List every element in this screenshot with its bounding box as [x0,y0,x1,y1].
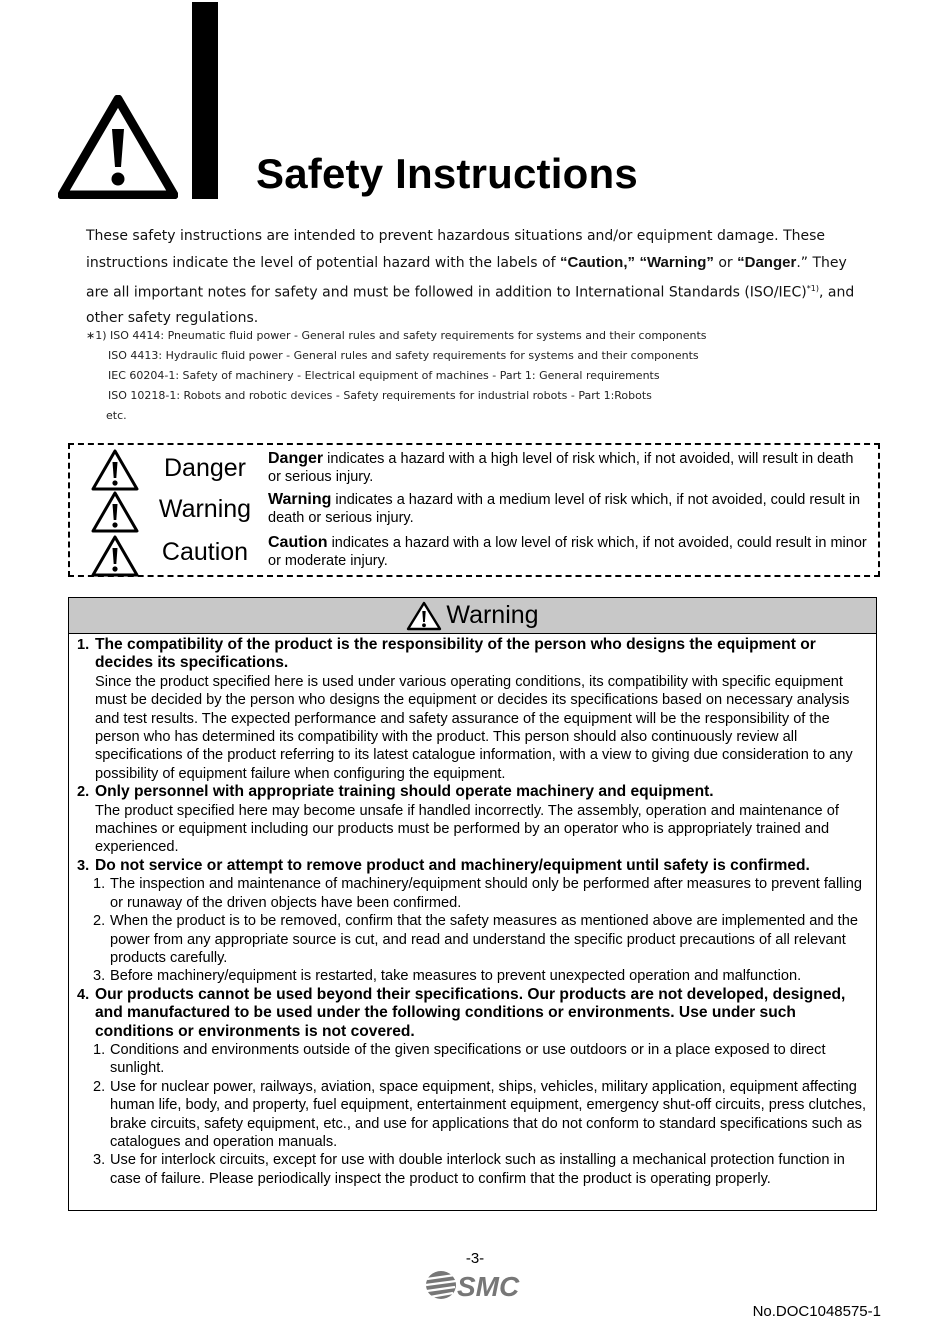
intro-text: instructions indicate the level of potential hazard with the labels of [86,254,560,271]
legend-term: Caution [268,534,328,551]
item-content [95,857,870,875]
intro-text: are all important notes for safety and must be followed in addition to International Standards (ISO/IEC) [86,284,807,301]
legend-text: indicates a hazard with a high level of risk which, if not avoided, will result in death or serious injury. [268,451,854,485]
legend-word: Caution [161,538,249,566]
legend-row-danger [70,446,878,490]
legend-description [268,491,868,527]
sub-item [93,1041,870,1078]
legend-word: Warning [158,495,252,523]
intro-line: These safety instructions are intended to prevent hazardous situations and/or equipment damage. These [86,228,826,244]
sub-item [93,967,870,985]
label-danger: “Danger [737,253,797,271]
intro-text: or [713,254,738,271]
warning-item [77,986,870,1041]
legend-text: indicates a hazard with a low level of risk which, if not avoided, could result in minor or moderate injury. [268,535,867,569]
sub-item-text: Before machinery/equipment is restarted, take measures to prevent unexpected operation and malfunction. [110,968,802,985]
warning-heading-text: Warning [446,601,539,629]
legend-description [268,534,868,570]
warning-triangle-icon [90,448,140,492]
item-number: 4. [77,986,90,1003]
sub-item-number: 1. [93,1041,106,1058]
sub-item-number: 1. [93,876,106,893]
warning-triangle-icon [406,601,442,631]
sub-item-number: 2. [93,1078,106,1095]
item-content [95,783,870,857]
footnote: ISO 10218-1: Robots and robotic devices - Safety requirements for industrial robots - Part 1:Robots [108,389,652,402]
sub-item-number: 3. [93,968,106,985]
footnotes [86,326,886,426]
legend-term: Warning [268,491,332,508]
warning-body [69,634,876,1188]
warning-item [77,636,870,783]
item-number: 3. [77,857,90,874]
footnote: etc. [106,409,127,422]
sub-item [93,1078,870,1152]
intro-paragraph [86,224,866,332]
footnote: ISO 4413: Hydraulic fluid power - General rules and safety requirements for systems and their components [108,349,699,362]
intro-text: , and [818,284,855,301]
sub-item-number: 2. [93,913,106,930]
sub-item [93,912,870,967]
page-title: Safety Instructions [256,150,638,197]
smc-logo [424,1268,528,1302]
label-warning: “Warning” [639,253,714,271]
sub-item [93,1151,870,1188]
sub-item [93,875,870,912]
item-number: 2. [77,784,90,801]
sub-item-text: Use for interlock circuits, except for use with double interlock such as installing a mechanical protection function in case of failure. Please periodically inspect the product to confirm that the product is operating properly. [110,1152,845,1187]
document-number: No.DOC1048575-1 [752,1303,881,1320]
legend-row-caution [70,532,878,576]
sub-item-number: 3. [93,1152,106,1169]
item-title: The compatibility of the product is the responsibility of the person who designs the equipment or decides its specifications. [95,636,816,672]
footnote: IEC 60204-1: Safety of machinery - Electrical equipment of machines - Part 1: General requirements [108,369,660,382]
sub-item-text: Use for nuclear power, railways, aviation, space equipment, ships, vehicles, military application, equipment affecting human life, body, and property, fuel equipment, entertainment equipment, emergency shut-off circuits, press clutches, brake circuits, safety equipment, etc., and use for applications that do not conform to standard specifications such as catalogues and operation manuals. [110,1078,867,1150]
label-caution: “Caution,” [560,253,635,271]
page-header [0,0,950,215]
sub-item-text: When the product is to be removed, confirm that the safety measures as mentioned above are implemented and the power from any appropriate source is cut, and read and understand the specific product precautions of all relevant products carefully. [110,913,858,966]
item-title: Only personnel with appropriate training should operate machinery and equipment. [95,783,714,801]
warning-heading [69,598,876,634]
legend-text: indicates a hazard with a medium level of risk which, if not avoided, could result in death or serious injury. [268,492,861,526]
footnote: ∗1) ISO 4414: Pneumatic fluid power - General rules and safety requirements for systems and their components [86,329,707,342]
sub-item-text: The inspection and maintenance of machinery/equipment should only be performed after measures to prevent falling or runaway of the driven objects have been confirmed. [110,876,863,911]
hazard-legend [68,443,880,577]
header-bar [192,2,218,199]
item-number: 1. [77,637,90,653]
item-content [95,636,870,783]
item-content [95,986,870,1041]
page-number: -3- [465,1250,485,1267]
legend-term: Danger [268,450,324,467]
intro-line [86,250,866,277]
legend-description [268,450,868,486]
item-body: The product specified here may become unsafe if handled incorrectly. The assembly, operation and maintenance of machines or equipment including our products must be performed by an operator who is appropriately trained and experienced. [95,802,839,856]
intro-line [86,276,866,306]
item-body: Since the product specified here is used under various operating conditions, its compatibility with specific equipment must be decided by the person who designs the equipment or decides its specifications based on necessary analysis and test results. The expected performance and safety assurance of the equipment will be the responsibility of the person who has determined its compatibility with the product. This person should also continuously review all specifications of the product referring to its latest catalogue information, with a view to giving due consideration to any possibility of equipment failure when configuring the equipment. [95,673,853,782]
legend-row-warning [70,489,878,533]
item-title: Our products cannot be used beyond their specifications. Our products are not developed, designed, and manufactured to be used under the following conditions or environments. Use under such conditions or environments is not covered. [95,985,846,1040]
warning-triangle-icon [90,534,140,578]
legend-word: Danger [164,454,246,482]
warning-triangle-icon [58,95,178,199]
sub-item-text: Conditions and environments outside of the given specifications or use outdoors or in a place exposed to direct sunlight. [110,1041,826,1077]
intro-line: other safety regulations. [86,310,259,327]
warning-item [77,783,870,857]
intro-text: .” They [796,254,847,271]
svg-text:SMC: SMC [457,1271,520,1302]
warning-triangle-icon [90,490,140,534]
warning-section [68,597,877,1211]
item-title: Do not service or attempt to remove product and machinery/equipment until safety is confirmed. [95,856,810,874]
warning-item [77,857,870,875]
footnote-ref: *1) [806,284,819,293]
